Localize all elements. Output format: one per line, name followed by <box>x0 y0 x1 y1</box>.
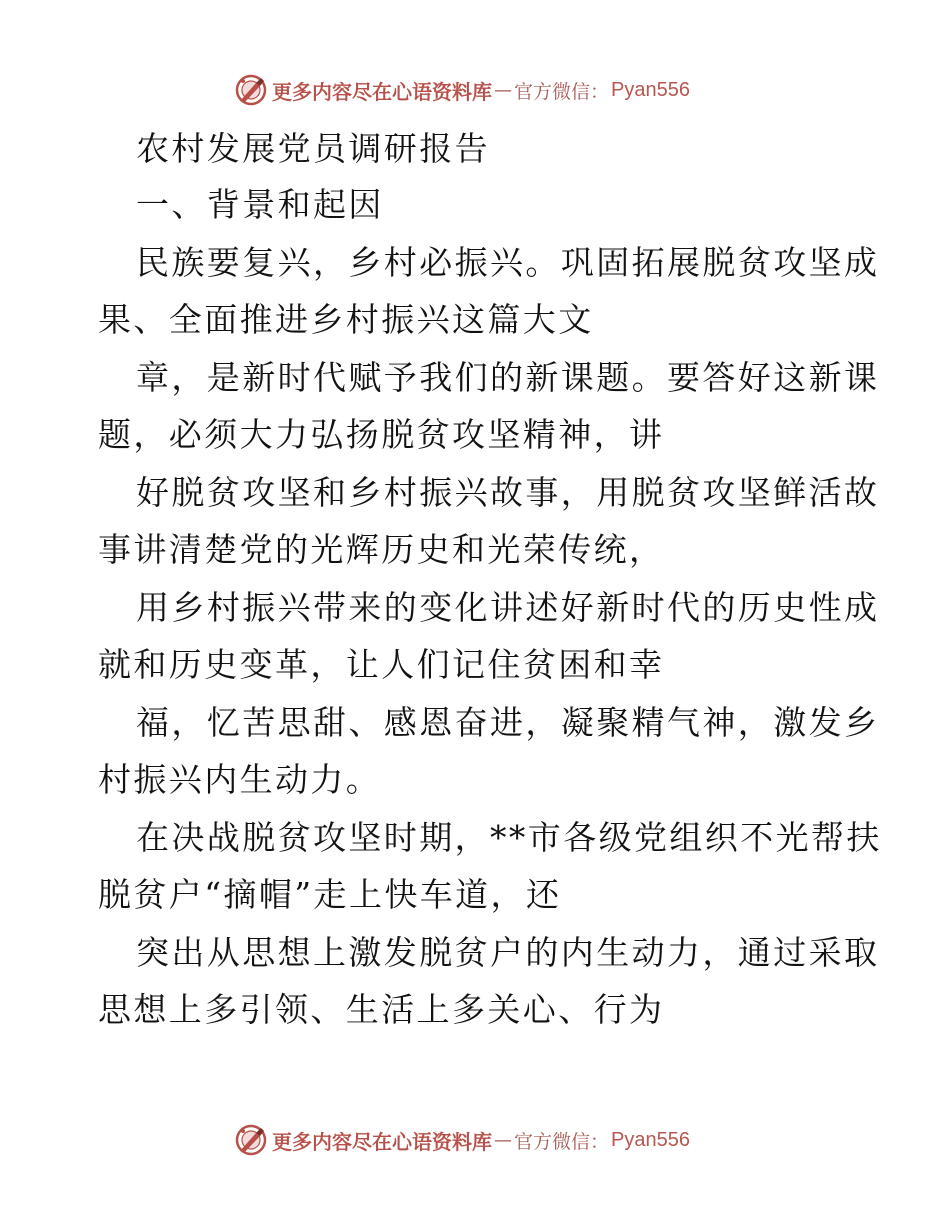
body-line: 果、全面推进乡村振兴这篇大文 <box>98 300 594 339</box>
watermark-wechat-id: Pyan556 <box>611 1128 690 1151</box>
body-line: 村振兴内生动力。 <box>98 760 382 799</box>
body-line: 脱贫户“摘帽”走上快车道，还 <box>98 875 562 914</box>
body-line: 题，必须大力弘扬脱贫攻坚精神，讲 <box>98 415 665 454</box>
body-line: 好脱贫攻坚和乡村振兴故事，用脱贫攻坚鲜活故 <box>136 473 880 512</box>
watermark-brand: 更多内容尽在心语资料库 <box>272 79 492 104</box>
body-line: 在决战脱贫攻坚时期，**市各级党组织不光帮扶 <box>136 818 882 857</box>
pen-logo-icon <box>234 73 268 107</box>
body-line: 章，是新时代赋予我们的新课题。要答好这新课 <box>136 358 880 397</box>
document-title: 农村发展党员调研报告 <box>136 129 490 168</box>
body-line: 思想上多引领、生活上多关心、行为 <box>98 990 665 1029</box>
footer-watermark <box>234 1120 690 1160</box>
body-line: 福，忆苦思甜、感恩奋进，凝聚精气神，激发乡 <box>136 703 880 742</box>
watermark-dash: — <box>494 79 512 101</box>
watermark-dash: — <box>494 1129 512 1151</box>
body-line: 用乡村振兴带来的变化讲述好新时代的历史性成 <box>136 588 880 627</box>
watermark-wechat-label: 官方微信： <box>514 1130 610 1153</box>
body-line: 民族要复兴，乡村必振兴。巩固拓展脱贫攻坚成 <box>136 243 880 282</box>
header-watermark <box>234 70 690 110</box>
watermark-wechat-id: Pyan556 <box>611 78 690 101</box>
body-line: 突出从思想上激发脱贫户的内生动力，通过采取 <box>136 933 880 972</box>
section-heading: 一、背景和起因 <box>136 185 384 224</box>
watermark-brand: 更多内容尽在心语资料库 <box>272 1129 492 1154</box>
watermark-wechat-label: 官方微信： <box>514 80 610 103</box>
body-line: 就和历史变革，让人们记住贫困和幸 <box>98 645 665 684</box>
pen-logo-icon <box>234 1123 268 1157</box>
body-line: 事讲清楚党的光辉历史和光荣传统， <box>98 530 665 569</box>
